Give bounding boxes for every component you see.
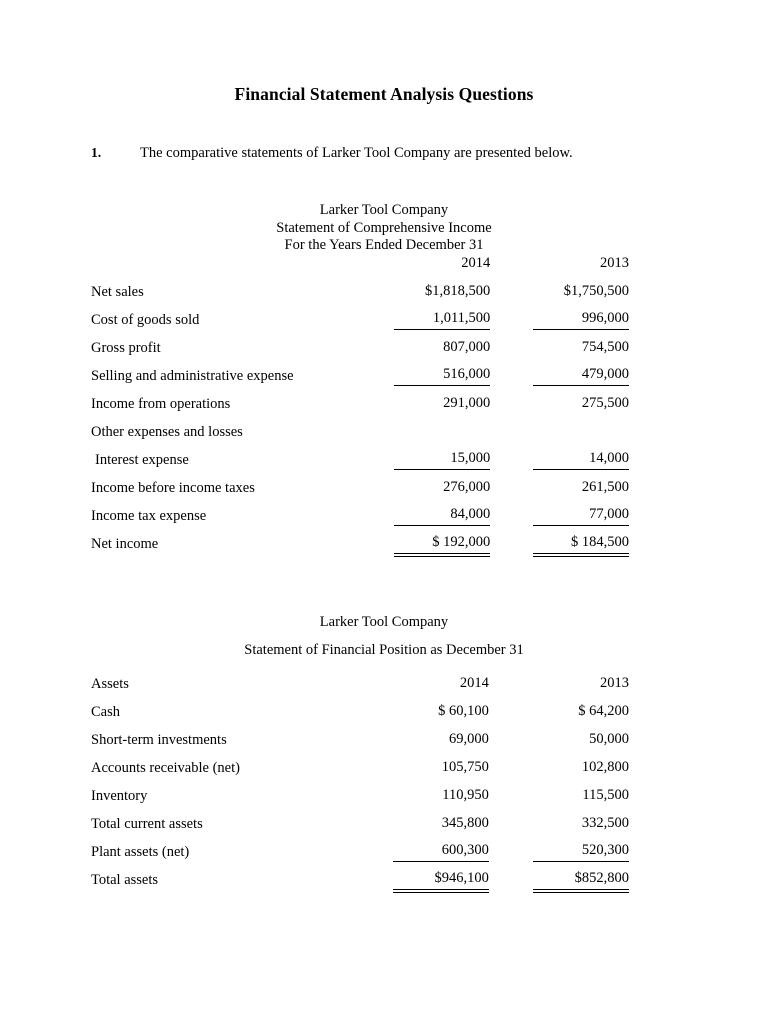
question-item-1 [91,145,691,162]
table-row [91,278,631,306]
table-row [91,502,631,530]
table-row [91,866,631,894]
column-header-2013 [491,670,631,698]
row-value-2013-text: 479,000 [533,366,629,386]
table-row [91,390,631,418]
row-value-2014-text: $ 192,000 [394,534,490,554]
table-row [91,754,631,782]
table-row [91,418,631,446]
question-number: 1. [91,145,102,160]
table-row [91,334,631,362]
row-value-2014-text: 110,950 [442,786,489,803]
row-label: Total current assets [91,815,203,832]
row-value-2013-text: 115,500 [582,786,629,803]
table-header-row [91,670,631,698]
table-row [91,726,631,754]
row-value-2013 [491,838,631,866]
row-value-2014 [354,418,493,446]
row-value-2014-text: 807,000 [443,338,491,355]
row-value-2013-text: $ 64,200 [578,702,629,719]
column-header-assets: Assets [91,675,129,692]
column-header-2014 [351,670,491,698]
row-value-2014 [354,306,493,334]
page-title: Financial Statement Analysis Questions [234,84,534,104]
row-value-2014-text: $1,818,500 [425,282,491,299]
row-value-2013 [492,474,631,502]
table-header-row [91,250,631,278]
column-header-2014-value: 2014 [461,254,491,271]
row-value-2014 [354,362,493,390]
row-value-2014 [354,446,493,474]
table-row [91,698,631,726]
row-value-2014 [354,502,493,530]
row-value-2013-text: 77,000 [533,506,629,526]
row-label: Cash [91,703,120,720]
row-label: Plant assets (net) [91,843,190,860]
row-value-2014-text: 276,000 [443,478,491,495]
row-value-2013-text: 332,500 [581,814,629,831]
row-value-2014 [354,474,493,502]
row-value-2014-text [394,434,490,436]
row-value-2013-text: $1,750,500 [563,282,629,299]
row-value-2013-text: 754,500 [581,338,629,355]
income-statement-name: Statement of Comprehensive Income [276,219,492,236]
row-label: Income tax expense [91,507,207,524]
table-row [91,362,631,390]
table-row [91,306,631,334]
row-value-2014 [351,866,491,894]
row-value-2013-text: 102,800 [581,758,629,775]
row-value-2013-text: 996,000 [533,310,629,330]
row-value-2014 [351,838,491,866]
position-statement-company-line [0,614,768,632]
row-value-2013-text: 520,300 [533,842,629,862]
row-value-2014 [354,334,493,362]
income-statement-body [91,250,631,558]
row-label: Income from operations [91,395,231,412]
column-header-2013-value: 2013 [600,674,629,691]
row-value-2013 [491,866,631,894]
row-label: Total assets [91,871,159,888]
row-value-2014 [351,782,491,810]
row-value-2014 [351,754,491,782]
row-value-2013-text [533,434,629,436]
row-value-2014 [351,810,491,838]
row-value-2014 [354,530,493,558]
row-value-2014-text: 15,000 [394,450,490,470]
table-row [91,446,631,474]
position-statement-body [91,670,631,894]
row-value-2013 [491,698,631,726]
position-statement-name-line [0,642,768,660]
row-value-2013-text: 275,500 [581,394,629,411]
row-value-2013 [492,446,631,474]
row-label: Other expenses and losses [91,423,243,440]
row-value-2014-text: $946,100 [393,870,489,890]
row-value-2013-text: 14,000 [533,450,629,470]
row-label: Selling and administrative expense [91,367,294,384]
column-header-2014-value: 2014 [459,674,489,691]
row-value-2013 [492,530,631,558]
row-value-2014-text: 516,000 [394,366,490,386]
row-label: Short-term investments [91,731,227,748]
row-label: Income before income taxes [91,479,255,496]
row-value-2013 [491,726,631,754]
row-value-2014-text: 345,800 [441,814,489,831]
row-value-2014-text: 84,000 [394,506,490,526]
income-statement-table [91,250,631,558]
row-value-2014 [354,390,493,418]
column-header-2013 [492,250,631,278]
row-label: Net income [91,535,159,552]
position-statement-name: Statement of Financial Position as December 31 [244,642,524,658]
row-value-2013 [492,334,631,362]
row-label: Interest expense [95,451,189,468]
table-row [91,782,631,810]
row-value-2014 [354,278,493,306]
row-label: Net sales [91,283,144,300]
column-header-label [91,250,354,278]
position-statement-table [91,670,631,894]
row-value-2013-text: $ 184,500 [533,534,629,554]
table-row [91,474,631,502]
row-value-2014 [351,698,491,726]
row-label: Gross profit [91,339,161,356]
row-value-2013 [491,754,631,782]
income-statement-company: Larker Tool Company [319,202,449,218]
table-row [91,838,631,866]
row-label: Accounts receivable (net) [91,759,240,776]
row-value-2013 [491,782,631,810]
row-value-2014-text: 600,300 [393,842,489,862]
income-statement-period: For the Years Ended December 31 [284,237,484,253]
table-row [91,810,631,838]
column-header-2014 [354,250,493,278]
row-value-2013 [492,362,631,390]
row-value-2013-text: 261,500 [581,478,629,495]
income-statement-header [0,202,768,255]
row-value-2014-text: 291,000 [443,394,491,411]
row-label: Inventory [91,787,148,804]
row-value-2013 [492,278,631,306]
row-value-2013 [492,418,631,446]
row-value-2013-text: 50,000 [589,730,629,747]
row-value-2014 [351,726,491,754]
table-row [91,530,631,558]
column-header-2013-value: 2013 [600,254,629,271]
row-value-2013 [492,390,631,418]
row-label: Cost of goods sold [91,311,200,328]
row-value-2014-text: 1,011,500 [394,310,490,330]
position-statement-company: Larker Tool Company [319,614,449,630]
row-value-2013 [492,502,631,530]
question-text: The comparative statements of Larker Tool Company are presented below. [140,145,573,161]
row-value-2013 [491,810,631,838]
row-value-2014-text: 69,000 [448,730,489,747]
row-value-2014-text: 105,750 [441,758,489,775]
row-value-2014-text: $ 60,100 [438,702,489,719]
row-value-2013-text: $852,800 [533,870,629,890]
row-value-2013 [492,306,631,334]
